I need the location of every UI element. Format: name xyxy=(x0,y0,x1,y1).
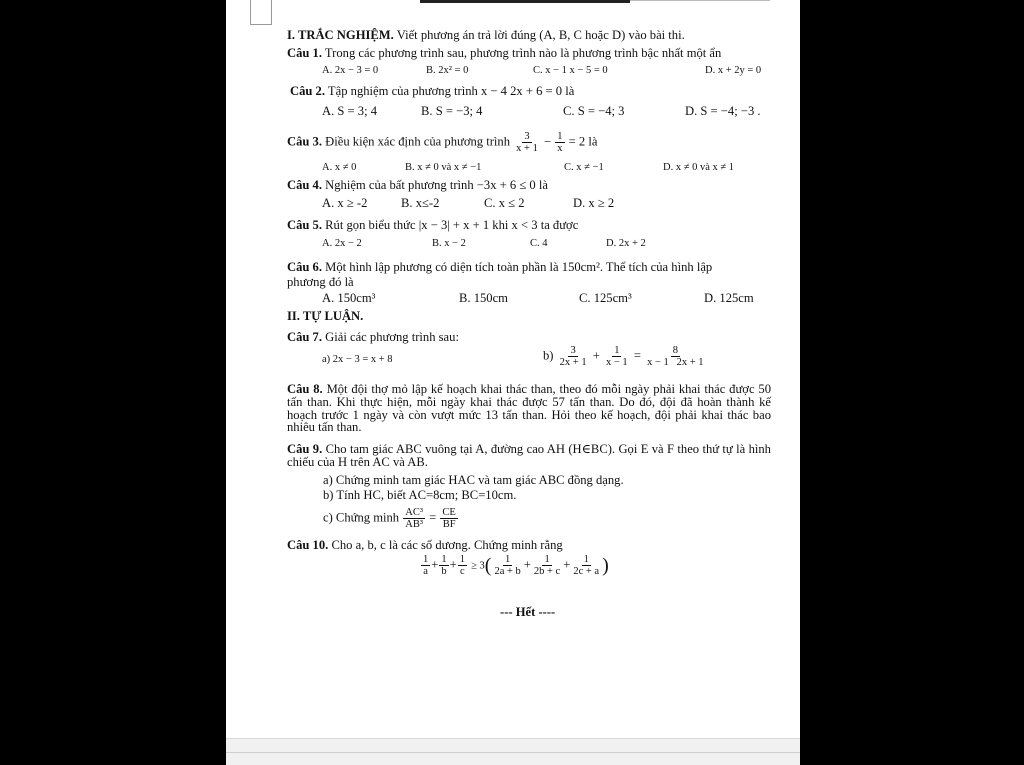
q4-option-a: A. x ≥ -2 xyxy=(322,196,368,210)
q8-label: Câu 8. xyxy=(287,382,323,396)
q9-label: Câu 9. xyxy=(287,442,323,456)
q5-option-b: B. x − 2 xyxy=(432,238,466,249)
q3-fraction-1: $\frac{3}{x + 1}$ xyxy=(516,131,538,154)
q2-option-c: C. S = −4; 3 xyxy=(563,104,625,118)
q3-option-a: A. x ≠ 0 xyxy=(322,162,357,173)
q10-plus-4: + xyxy=(563,557,571,572)
q7-b-fraction-3: $\frac{8}{x - 1 2x + 1}$ xyxy=(647,345,704,368)
q7-b-equals: = xyxy=(633,348,641,363)
q5-text: Rút gọn biểu thức |x − 3| + x + 1 khi x < 3 ta được xyxy=(325,218,579,232)
q5-option-c: C. 4 xyxy=(530,238,548,249)
q7-text: Giải các phương trình sau: xyxy=(325,330,459,344)
q1-text: Trong các phương trình sau, phương trình nào là phương trình bậc nhất một ẩn xyxy=(324,46,722,60)
q4-option-d: D. x ≥ 2 xyxy=(573,196,615,210)
q3-text: Điều kiện xác định của phương trình xyxy=(325,134,511,149)
q10-label: Câu 10. xyxy=(287,538,329,552)
q5-option-a: A. 2x − 2 xyxy=(322,238,362,249)
q8-text: Một đội thợ mỏ lập kế hoạch khai thác than, theo đó mỗi ngày phải khai thác được 50 tấn than. Khi thực hiện, mỗi ngày khai thác được 57 tấn than. Do đó, đội đã hoàn thành kế hoạch trước 1 ngày và còn vượt mức 13 tấn than. Hỏi theo kế hoạch, đội phải khai thác bao nhiêu tấn than. xyxy=(287,382,771,435)
question-7 xyxy=(287,330,459,344)
q7-b-plus: + xyxy=(592,348,600,363)
question-2 xyxy=(290,84,574,98)
header-remnant xyxy=(420,0,630,3)
q6-label: Câu 6. xyxy=(287,260,322,274)
q10-frac-2c: $\frac{1}{2c + a}$ xyxy=(573,554,600,577)
q7-b-label: b) xyxy=(543,348,554,363)
question-1 xyxy=(287,46,721,60)
q3-option-d: D. x ≠ 0 và x ≠ 1 xyxy=(663,162,735,173)
q3-fraction-2: $\frac{1}{x}$ xyxy=(557,131,563,154)
q10-plus-2: + xyxy=(449,557,457,572)
end-marker: --- Hết ---- xyxy=(500,605,556,619)
q3-minus: − xyxy=(544,134,552,149)
q10-ge3: ≥ 3 xyxy=(471,560,485,572)
q10-frac-2a: $\frac{1}{2a + b}$ xyxy=(494,554,521,577)
question-8 xyxy=(287,383,771,434)
question-4 xyxy=(287,178,548,192)
q10-rparen: ) xyxy=(602,554,609,577)
q9-part-c xyxy=(323,507,459,530)
q1-option-b: B. 2x² = 0 xyxy=(426,65,469,76)
q7-part-b xyxy=(543,345,707,368)
q9-text: Cho tam giác ABC vuông tại A, đường cao AH (H∈BC). Gọi E và F theo thứ tự là hình chiếu của H trên AC và AB. xyxy=(287,442,771,469)
q6-text-line2: phương đó là xyxy=(287,275,354,289)
q9-part-b: b) Tính HC, biết AC=8cm; BC=10cm. xyxy=(323,488,517,502)
q2-option-b: B. S = −3; 4 xyxy=(421,104,483,118)
q2-option-a: A. S = 3; 4 xyxy=(322,104,378,118)
question-10 xyxy=(287,538,563,552)
q1-option-c: C. x − 1 x − 5 = 0 xyxy=(533,65,608,76)
q3-suffix: = 2 là xyxy=(568,134,598,149)
question-6 xyxy=(287,260,712,274)
q7-b-fraction-2: $\frac{1}{x - 1}$ xyxy=(606,345,628,368)
header-remnant-light xyxy=(630,0,770,5)
q9-c-label: c) Chứng minh xyxy=(323,510,400,525)
q2-option-d: D. S = −4; −3 . xyxy=(685,104,761,118)
q7-label: Câu 7. xyxy=(287,330,322,344)
q10-lparen: ( xyxy=(484,554,492,577)
section2-title: II. TỰ LUẬN. xyxy=(287,309,364,323)
q6-option-b: B. 150cm xyxy=(459,291,508,305)
q9-c-fraction-1: $\frac{\text{AC³}}{\text{AB³}}$ xyxy=(405,507,423,530)
q2-text: Tập nghiệm của phương trình x − 4 2x + 6 = 0 là xyxy=(327,84,575,98)
q3-option-b: B. x ≠ 0 và x ≠ −1 xyxy=(405,162,482,173)
q4-label: Câu 4. xyxy=(287,178,322,192)
q6-text: Một hình lập phương có diện tích toàn phần là 150cm². Thể tích của hình lập xyxy=(325,260,713,274)
q4-text: Nghiệm của bất phương trình −3x + 6 ≤ 0 là xyxy=(325,178,548,192)
q10-text: Cho a, b, c là các số dương. Chứng minh rằng xyxy=(331,538,563,552)
q4-option-b: B. x≤-2 xyxy=(401,196,440,210)
page-thumbnail[interactable] xyxy=(250,0,272,25)
q7-part-a: a) 2x − 3 = x + 8 xyxy=(322,354,393,365)
q10-frac-a: $\frac{1}{a}$ xyxy=(423,554,429,577)
q4-option-c: C. x ≤ 2 xyxy=(484,196,525,210)
q6-option-d: D. 125cm xyxy=(704,291,754,305)
q3-option-c: C. x ≠ −1 xyxy=(564,162,604,173)
q10-inequality xyxy=(420,554,609,577)
q10-plus-1: + xyxy=(431,557,439,572)
q1-option-d: D. x + 2y = 0 xyxy=(705,65,762,76)
q9-part-a: a) Chứng minh tam giác HAC và tam giác ABC đồng dạng. xyxy=(323,473,624,487)
q6-option-a: A. 150cm³ xyxy=(322,291,376,305)
question-9 xyxy=(287,443,771,469)
q2-label: Câu 2. xyxy=(290,84,325,98)
question-5 xyxy=(287,218,578,232)
q6-option-c: C. 125cm³ xyxy=(579,291,632,305)
q9-c-fraction-2: $\frac{CE}{BF}$ xyxy=(442,507,456,530)
section1-title: I. TRẮC NGHIỆM. xyxy=(287,28,394,42)
q10-frac-b: $\frac{1}{b}$ xyxy=(441,554,447,577)
q7-b-fraction-1: $\frac{3}{2x + 1}$ xyxy=(559,345,587,368)
section1-instruction: Viết phương án trả lời đúng (A, B, C hoặc D) vào bài thi. xyxy=(396,28,685,42)
viewer-scroll-divider xyxy=(226,752,800,753)
q1-option-a: A. 2x − 3 = 0 xyxy=(322,65,379,76)
section1-heading xyxy=(287,28,685,42)
q5-option-d: D. 2x + 2 xyxy=(606,238,646,249)
q10-frac-2b: $\frac{1}{2b + c}$ xyxy=(533,554,561,577)
q3-label: Câu 3. xyxy=(287,134,322,149)
q1-label: Câu 1. xyxy=(287,46,322,60)
question-3 xyxy=(287,131,597,154)
q10-frac-c: $\frac{1}{c}$ xyxy=(459,554,465,577)
q10-plus-3: + xyxy=(523,557,531,572)
q9-c-equals: = xyxy=(429,510,437,525)
q5-label: Câu 5. xyxy=(287,218,322,232)
